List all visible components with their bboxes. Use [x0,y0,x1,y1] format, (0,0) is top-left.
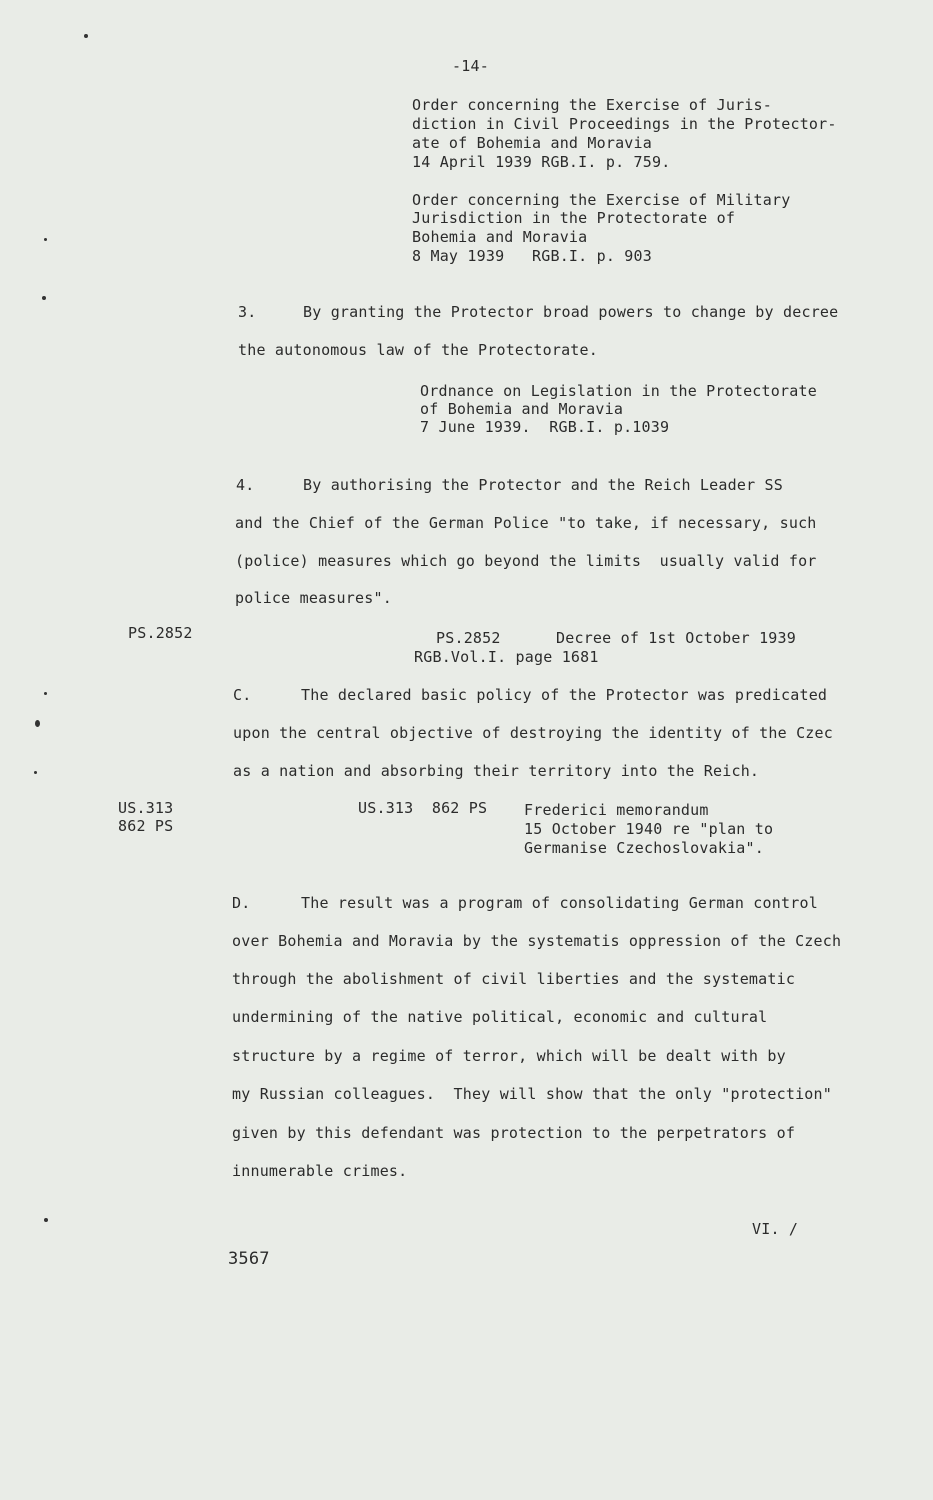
margin-line: US.313 [118,799,174,817]
margin-note-ps: PS.2852 [128,624,193,642]
scan-speck [35,720,40,727]
paragraph-4-line: (police) measures which go beyond the limits usually valid for [235,552,817,570]
paragraph-d-line: my Russian colleagues. They will show that the only "protection" [232,1085,832,1103]
scan-speck [44,1218,48,1222]
ref-line: Order concerning the Exercise of Military [412,191,791,209]
ref-line: diction in Civil Proceedings in the Protector- [412,115,837,133]
page-number: -14- [452,57,489,75]
paragraph-d-line: undermining of the native political, economic and cultural [232,1008,768,1026]
ref-line: Bohemia and Moravia [412,228,588,246]
scan-speck [34,771,37,774]
scan-speck [84,34,88,38]
ref-line: Germanise Czechoslovakia". [524,839,764,857]
paragraph-3-line: the autonomous law of the Protectorate. [238,341,598,359]
ref-line: Frederici memorandum [524,801,709,819]
paragraph-c-line: as a nation and absorbing their territory into the Reich. [233,762,760,780]
continuation-marker: VI. / [752,1220,799,1238]
ref-line: 8 May 1939 RGB.I. p. 903 [412,247,652,265]
paragraph-d-line: through the abolishment of civil liberties and the systematic [232,970,796,988]
paragraph-4-line: and the Chief of the German Police "to take, if necessary, such [235,514,817,532]
paragraph-4-line: By authorising the Protector and the Reich Leader SS [303,476,783,494]
scan-speck [44,238,47,241]
page-stamp-number: 3567 [228,1249,270,1269]
paragraph-c-line: upon the central objective of destroying the identity of the Czec [233,724,833,742]
ref-line: Ordnance on Legislation in the Protectorate [420,382,817,400]
paragraph-4-number: 4. [236,476,255,494]
margin-line: 862 PS [118,817,174,835]
paragraph-d-line: The result was a program of consolidating German control [301,894,818,912]
paragraph-d-line: given by this defendant was protection to the perpetrators of [232,1124,796,1142]
paragraph-d-line: over Bohemia and Moravia by the systematis oppression of the Czech [232,932,842,950]
paragraph-3-number: 3. [238,303,257,321]
ref-line: Order concerning the Exercise of Juris- [412,96,772,114]
ref-line: RGB.Vol.I. page 1681 [414,648,599,666]
paragraph-3-line: By granting the Protector broad powers to change by decree [303,303,839,321]
paragraph-c-number: C. [233,686,252,704]
scan-speck [44,692,47,695]
ref-code: US.313 862 PS [358,799,488,817]
ref-line: PS.2852 Decree of 1st October 1939 [436,629,796,647]
ref-line: Jurisdiction in the Protectorate of [412,209,736,227]
paragraph-4-line: police measures". [235,589,392,607]
paragraph-d-line: innumerable crimes. [232,1162,408,1180]
ref-line: of Bohemia and Moravia [420,400,624,418]
paragraph-c-line: The declared basic policy of the Protector was predicated [301,686,828,704]
ref-line: 7 June 1939. RGB.I. p.1039 [420,418,670,436]
ref-line: ate of Bohemia and Moravia [412,134,652,152]
paragraph-d-line: structure by a regime of terror, which will be dealt with by [232,1047,786,1065]
scan-speck [42,296,46,300]
ref-line: 15 October 1940 re "plan to [524,820,774,838]
ref-line: 14 April 1939 RGB.I. p. 759. [412,153,671,171]
paragraph-d-number: D. [232,894,251,912]
